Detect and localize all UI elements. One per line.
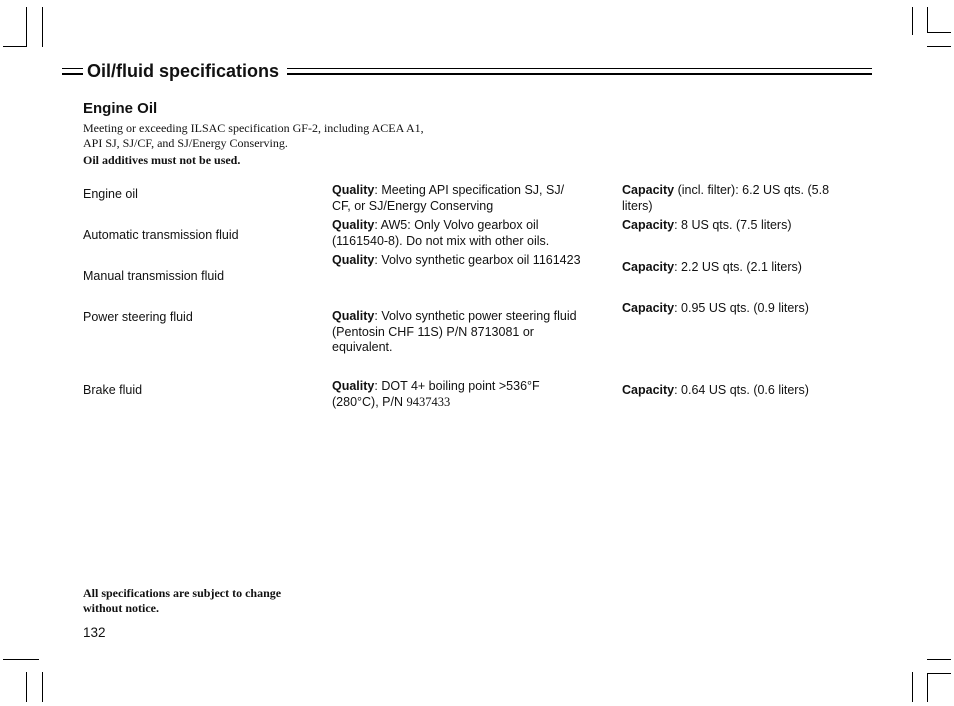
quality-text: : AW5: Only Volvo gearbox oil (1161540-8). Do not mix with other oils. — [332, 218, 550, 248]
crop-mark — [927, 7, 928, 33]
capacity-text: : 0.64 US qts. (0.6 liters) — [674, 383, 809, 397]
quality-text: : Volvo synthetic power steering fluid (Pentosin CHF 11S) P/N 8713081 or equivalent. — [332, 309, 577, 354]
quality-label: Quality — [332, 309, 375, 323]
quality-spec — [332, 218, 582, 249]
capacity-label: Capacity — [622, 301, 675, 315]
section-title: Engine Oil — [83, 100, 158, 117]
quality-text: : Meeting API specification SJ, SJ/ CF, or SJ/Energy Conserving — [332, 183, 565, 213]
fluid-name: Automatic transmission fluid — [83, 228, 239, 242]
crop-mark — [927, 673, 951, 674]
crop-mark — [3, 46, 27, 47]
fluid-name: Power steering fluid — [83, 310, 193, 324]
quality-label: Quality — [332, 183, 375, 197]
capacity-spec — [622, 301, 857, 317]
quality-spec — [332, 253, 582, 269]
capacity-text: (incl. filter): 6.2 US qts. (5.8 liters) — [622, 183, 830, 213]
crop-mark — [42, 7, 43, 47]
title-rule-left — [62, 68, 84, 75]
crop-mark — [927, 32, 951, 33]
quality-label: Quality — [332, 218, 375, 232]
part-number: 9437433 — [406, 394, 451, 409]
crop-mark — [912, 7, 913, 35]
intro-text — [83, 121, 503, 151]
title-rule-right — [287, 68, 872, 75]
capacity-spec — [622, 383, 857, 399]
capacity-label: Capacity — [622, 383, 675, 397]
fluid-name: Engine oil — [83, 187, 138, 201]
crop-mark — [3, 659, 39, 660]
crop-mark — [912, 672, 913, 702]
page-number: 132 — [83, 625, 106, 640]
capacity-spec — [622, 183, 857, 214]
quality-spec — [332, 379, 582, 410]
capacity-spec — [622, 218, 857, 234]
crop-mark — [42, 672, 43, 702]
quality-label: Quality — [332, 253, 375, 267]
crop-mark — [927, 46, 951, 47]
capacity-spec — [622, 260, 857, 276]
capacity-text: : 0.95 US qts. (0.9 liters) — [674, 301, 809, 315]
capacity-text: : 2.2 US qts. (2.1 liters) — [674, 260, 802, 274]
intro-note: Oil additives must not be used. — [83, 153, 241, 167]
crop-mark — [927, 659, 951, 660]
quality-spec — [332, 183, 582, 214]
quality-text: : Volvo synthetic gearbox oil 1161423 — [374, 253, 581, 267]
capacity-label: Capacity — [622, 218, 675, 232]
crop-mark — [26, 7, 27, 47]
intro-line: Meeting or exceeding ILSAC specification GF-2, including ACEA A1, — [83, 121, 424, 135]
footnote — [83, 586, 323, 616]
title-bar — [62, 60, 872, 82]
footnote-line: All specifications are subject to change — [83, 586, 282, 600]
intro-line: API SJ, SJ/CF, and SJ/Energy Conserving. — [83, 136, 288, 150]
capacity-label: Capacity — [622, 183, 675, 197]
crop-mark — [927, 673, 928, 702]
quality-spec — [332, 309, 582, 356]
quality-label: Quality — [332, 379, 375, 393]
fluid-name: Manual transmission fluid — [83, 269, 225, 283]
footnote-line: without notice. — [83, 601, 159, 615]
page-title: Oil/fluid specifications — [83, 60, 283, 82]
capacity-text: : 8 US qts. (7.5 liters) — [674, 218, 792, 232]
fluid-name: Brake fluid — [83, 383, 143, 397]
crop-mark — [26, 672, 27, 702]
quality-text: : DOT 4+ boiling point >536°F (280°C), P/N — [332, 379, 540, 409]
capacity-label: Capacity — [622, 260, 675, 274]
